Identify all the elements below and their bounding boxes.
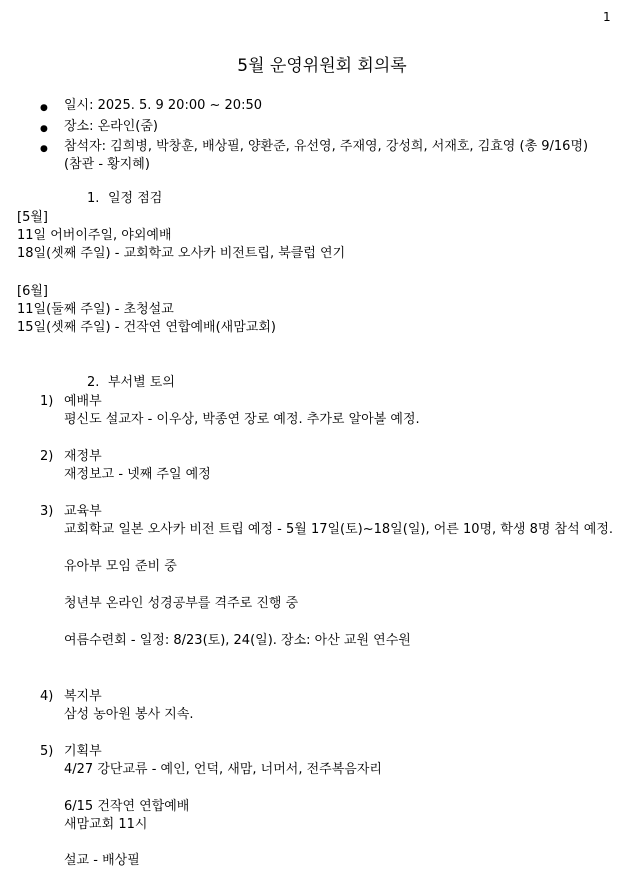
schedule-line: 11일(둘째 주일) - 초청설교	[17, 302, 174, 317]
department-note: 평신도 설교자 - 이우상, 박종연 장로 예정. 추가로 알아볼 예정.	[64, 412, 420, 427]
department-note: 청년부 온라인 성경공부를 격주로 진행 중	[64, 596, 299, 611]
section-number: 1.	[87, 191, 100, 206]
schedule-month: [6월]	[17, 284, 48, 299]
section-heading: 일정 점검	[108, 191, 163, 206]
item-number: 4)	[40, 689, 54, 704]
page-title: 5월 운영위원회 회의록	[237, 56, 407, 76]
meta-date: 일시: 2025. 5. 9 20:00 ~ 20:50	[64, 98, 263, 113]
department-note: 재정보고 - 넷째 주일 예정	[64, 467, 211, 482]
bullet-icon: ●	[40, 124, 48, 134]
schedule-line: 11일 어버이주일, 야외예배	[17, 228, 172, 243]
department-name: 교육부	[64, 504, 102, 519]
department-note: 새맘교회 11시	[64, 817, 148, 832]
department-name: 기획부	[64, 744, 102, 759]
department-name: 예배부	[64, 394, 102, 409]
item-number: 2)	[40, 449, 54, 464]
schedule-line: 18일(셋째 주일) - 교회학교 오사카 비전트립, 북클럽 연기	[17, 246, 346, 261]
section-number: 2.	[87, 375, 100, 390]
item-number: 1)	[40, 394, 54, 409]
department-note: 교회학교 일본 오사카 비전 트립 예정 - 5월 17일(토)~18일(일), 어른 10명, 학생 8명 참석 예정.	[64, 522, 614, 537]
schedule-line: 15일(셋째 주일) - 건작연 연합예배(새맘교회)	[17, 320, 276, 335]
department-note: 설교 - 배상필	[64, 853, 140, 868]
department-name: 재정부	[64, 449, 102, 464]
item-number: 5)	[40, 744, 54, 759]
department-note: 4/27 강단교류 - 예인, 언덕, 새맘, 너머서, 전주복음자리	[64, 762, 382, 777]
item-number: 3)	[40, 504, 54, 519]
page-number: 1	[603, 10, 611, 24]
department-note: 여름수련회 - 일정: 8/23(토), 24(일). 장소: 아산 교원 연수원	[64, 633, 411, 648]
section-heading: 부서별 토의	[108, 375, 175, 390]
bullet-icon: ●	[40, 103, 48, 113]
meta-observer: (참관 - 황지혜)	[64, 157, 150, 172]
department-note: 삼성 농아원 봉사 지속.	[64, 707, 194, 722]
bullet-icon: ●	[40, 144, 48, 154]
meta-attendees: 참석자: 김희병, 박창훈, 배상필, 양환준, 유선영, 주재영, 강성희, 서재호, 김효영 (총 9/16명)	[64, 139, 589, 154]
department-note: 6/15 건작연 연합예배	[64, 799, 190, 814]
meta-location: 장소: 온라인(줌)	[64, 119, 159, 134]
department-name: 복지부	[64, 689, 102, 704]
schedule-month: [5월]	[17, 210, 48, 225]
department-note: 유아부 모임 준비 중	[64, 559, 177, 574]
